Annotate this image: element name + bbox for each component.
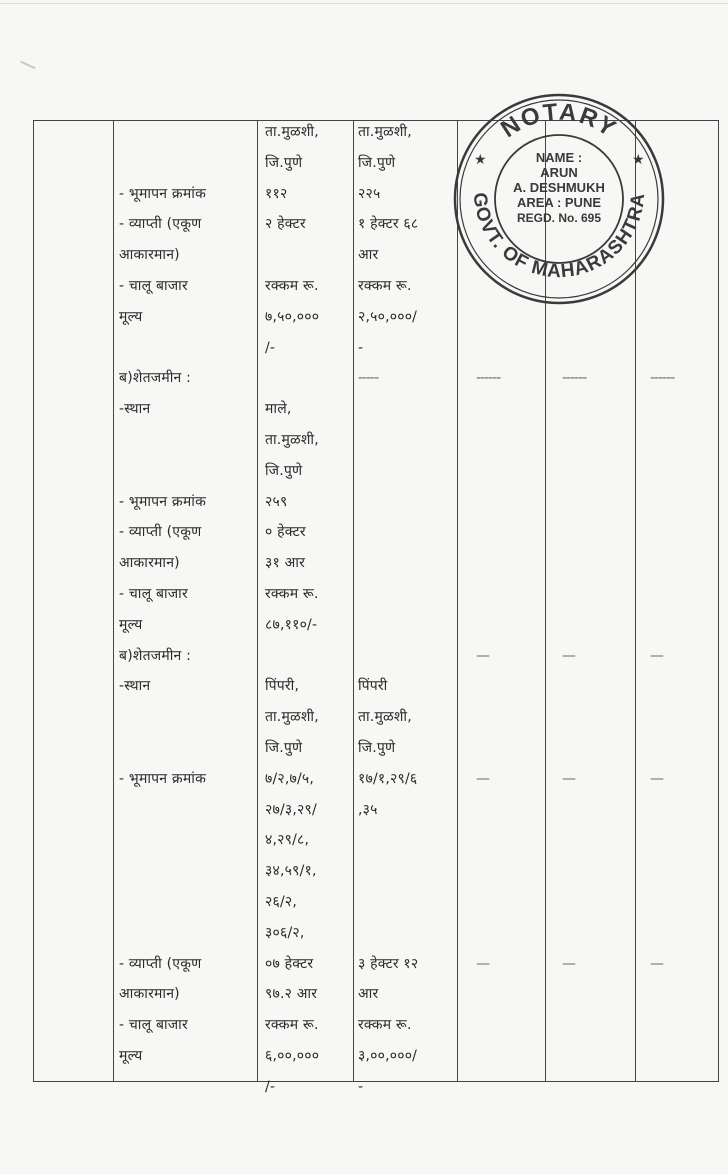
column-divider — [353, 120, 354, 1082]
table-cell-c3: रक्कम रू. — [358, 278, 412, 294]
table-cell-c3: १ हेक्टर ६८ — [358, 216, 419, 233]
table-cell-c1: - भूमापन क्रमांक — [119, 185, 207, 202]
notary-stamp — [452, 92, 666, 306]
table-cell-c2: २७/३,२९/ — [265, 801, 317, 818]
table-cell-c1: ब)शेतजमीन : — [119, 647, 192, 664]
table-cell-c2: ता.मुळशी, — [265, 709, 319, 726]
scan-mark — [20, 61, 35, 70]
table-cell-c2: ता.मुळशी, — [265, 124, 319, 140]
table-cell-c5: — — [562, 647, 575, 664]
table-cell-c1: - व्याप्ती (एकूण — [119, 524, 202, 541]
table-cell-c1: आकारमान) — [119, 555, 180, 572]
column-divider — [718, 120, 719, 1082]
table-cell-c2: जि.पुणे — [265, 154, 303, 171]
table-cell-c3: आर — [358, 986, 379, 1003]
stamp-star-left: ★ — [474, 152, 487, 168]
table-cell-c3: २२५ — [358, 185, 381, 202]
table-cell-c3: २,५०,०००/ — [358, 308, 418, 325]
table-cell-c3: आर — [358, 247, 379, 264]
table-cell-c2: /- — [265, 339, 276, 356]
table-cell-c3: ३ हेक्टर १२ — [358, 955, 419, 972]
column-divider — [113, 120, 114, 1082]
table-cell-c2: ७/२,७/५, — [265, 770, 315, 787]
stamp-regd: REGD. No. 695 — [516, 211, 602, 225]
table-cell-c2: रक्कम रू. — [265, 1017, 319, 1034]
table-cell-c2: २५९ — [265, 493, 288, 510]
table-cell-c6: ------ — [650, 370, 675, 387]
table-cell-c1: मूल्य — [119, 616, 143, 633]
table-cell-c3: रक्कम रू. — [358, 1017, 412, 1034]
scan-mark — [0, 3, 728, 4]
table-cell-c1: - व्याप्ती (एकूण — [119, 955, 202, 972]
table-cell-c2: ९७.२ आर — [265, 986, 318, 1003]
table-cell-c2: २ हेक्टर — [265, 216, 306, 233]
table-cell-c2: ता.मुळशी, — [265, 432, 319, 448]
table-cell-c3: जि.पुणे — [358, 154, 396, 171]
table-cell-c2: रक्कम रू. — [265, 586, 319, 602]
stamp-area: AREA : PUNE — [516, 195, 602, 210]
table-cell-c1: - चालू बाजार — [119, 586, 188, 602]
table-cell-c1: - चालू बाजार — [119, 278, 188, 294]
stamp-star-right: ★ — [632, 152, 645, 168]
table-cell-c1: आकारमान) — [119, 247, 180, 264]
table-cell-c1: - भूमापन क्रमांक — [119, 770, 207, 787]
table-cell-c4: — — [476, 647, 489, 664]
table-cell-c4: — — [476, 770, 489, 787]
table-cell-c2: ०७ हेक्टर — [265, 955, 314, 972]
table-cell-c2: जि.पुणे — [265, 740, 303, 756]
table-cell-c2: ११२ — [265, 185, 288, 202]
table-cell-c3: ----- — [358, 370, 379, 387]
table-cell-c4: ------ — [476, 370, 501, 387]
table-cell-c2: ८७,११०/- — [265, 616, 318, 633]
table-cell-c5: — — [562, 770, 575, 787]
table-cell-c6: — — [650, 955, 663, 972]
table-cell-c2: ७,५०,००० — [265, 308, 320, 325]
table-cell-c5: — — [562, 955, 575, 972]
table-cell-c1: - भूमापन क्रमांक — [119, 493, 207, 510]
stamp-bottom-text: GOVT. OF MAHARASHTRA — [468, 191, 650, 283]
table-cell-c2: रक्कम रू. — [265, 278, 319, 294]
column-divider — [257, 120, 258, 1082]
table-cell-c3: ता.मुळशी, — [358, 709, 412, 726]
table-cell-c3: ,३५ — [358, 801, 378, 818]
table-cell-c1: - व्याप्ती (एकूण — [119, 216, 202, 233]
table-cell-c3: जि.पुणे — [358, 740, 396, 756]
table-cell-c1: ब)शेतजमीन : — [119, 370, 192, 387]
table-cell-c2: ३०६/२, — [265, 924, 305, 941]
table-bottom-border — [33, 1081, 718, 1082]
table-cell-c2: ४,२९/८, — [265, 832, 310, 849]
table-cell-c3: १७/१,२९/६ — [358, 770, 418, 787]
table-cell-c1: मूल्य — [119, 308, 143, 325]
table-cell-c3: - — [358, 339, 364, 356]
table-cell-c1: - चालू बाजार — [119, 1017, 188, 1034]
table-cell-c3: पिंपरी — [358, 678, 388, 695]
table-cell-c2: ३४,५९/१, — [265, 863, 317, 880]
stamp-name-last: A. DESHMUKH — [513, 180, 605, 195]
table-cell-c3: - — [358, 1078, 364, 1095]
table-cell-c6: — — [650, 770, 663, 787]
table-cell-c2: ६,००,००० — [265, 1048, 320, 1064]
table-cell-c1: -स्थान — [119, 678, 151, 695]
table-cell-c2: /- — [265, 1078, 276, 1095]
stamp-top-text: NOTARY — [496, 98, 622, 144]
table-cell-c3: ता.मुळशी, — [358, 124, 412, 140]
table-cell-c6: — — [650, 647, 663, 664]
table-cell-c2: जि.पुणे — [265, 462, 303, 479]
table-cell-c2: पिंपरी, — [265, 678, 300, 695]
table-cell-c2: माले, — [265, 401, 292, 418]
table-cell-c1: मूल्य — [119, 1048, 143, 1064]
stamp-name-label: NAME : — [535, 150, 583, 165]
table-cell-c1: -स्थान — [119, 401, 151, 418]
table-cell-c4: — — [476, 955, 489, 972]
table-cell-c5: ------ — [562, 370, 587, 387]
table-cell-c2: २६/२, — [265, 894, 298, 910]
table-cell-c2: ३१ आर — [265, 555, 306, 572]
table-cell-c1: आकारमान) — [119, 986, 180, 1003]
table-cell-c2: ० हेक्टर — [265, 524, 306, 541]
column-divider — [33, 120, 34, 1082]
table-cell-c3: ३,००,०००/ — [358, 1048, 418, 1064]
stamp-name-first: ARUN — [540, 165, 578, 180]
